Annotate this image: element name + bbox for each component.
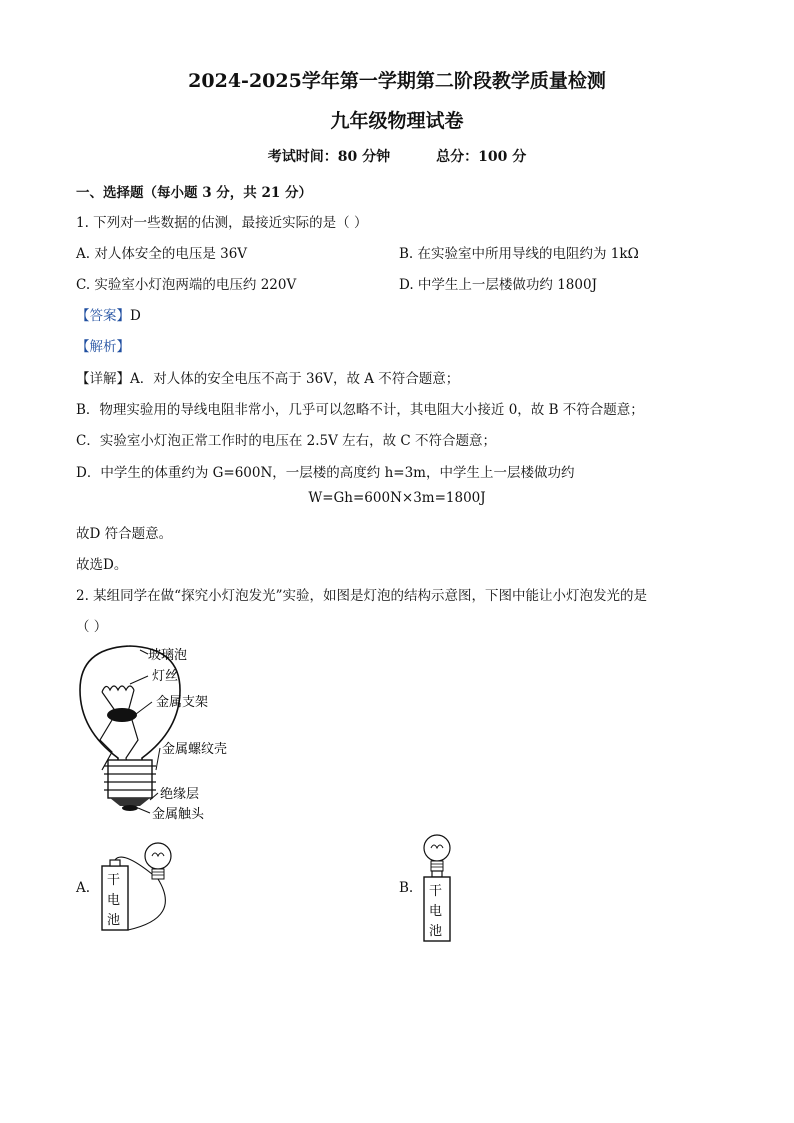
insulation-shape (110, 798, 150, 806)
q1-conclusion: 故D 符合题意。 (76, 526, 173, 542)
label-screw-shell: 金属螺纹壳 (162, 742, 228, 757)
filament-shape (102, 686, 134, 692)
detail-tag: 【详解】 (76, 371, 130, 387)
answer-value: D (130, 308, 141, 324)
label-contact: 金属触头 (152, 807, 205, 822)
q1-detail-b: B．物理实验用的导线电阻非常小，几乎可以忽略不计，其电阻大小接近 0，故 B 不符合题意； (76, 402, 644, 418)
label-glass-bulb: 玻璃泡 (148, 648, 188, 663)
q1-option-d: D. 中学生上一层楼做功约 1800J (399, 277, 597, 293)
q1-option-b: B. 在实验室中所用导线的电阻约为 1kΩ (399, 246, 639, 262)
detail-a-text: A．对人体的安全电压不高于 36V，故 A 不符合题意； (130, 371, 460, 387)
q1-option-a: A. 对人体安全的电压是 36V (76, 246, 248, 262)
q1-detail-c: C．实验室小灯泡正常工作时的电压在 2.5V 左右，故 C 不符合题意； (76, 433, 497, 449)
answer-tag: 【答案】 (76, 308, 130, 324)
q1-stem: 1. 下列对一些数据的估测，最接近实际的是（ ） (76, 215, 368, 231)
battery-b-char1: 干 (429, 884, 443, 899)
battery-b-char3: 池 (429, 924, 443, 939)
q1-option-c: C. 实验室小灯泡两端的电压约 220V (76, 277, 297, 293)
battery-a-char3: 池 (107, 913, 121, 928)
label-insulation: 绝缘层 (160, 787, 200, 802)
exam-subtitle: 九年级物理试卷 (330, 110, 464, 132)
contact-shape (122, 805, 138, 811)
section-heading: 一、选择题（每小题 3 分，共 21 分） (76, 185, 312, 201)
q2-stem-line1: 2. 某组同学在做“探究小灯泡发光”实验，如图是灯泡的结构示意图，下图中能让小灯泡发光的是 (76, 588, 647, 604)
q2-option-b-label: B. (399, 880, 414, 896)
battery-b-char2: 电 (429, 904, 443, 919)
q1-detail-a (76, 367, 459, 387)
exam-time: 考试时间：80 分钟 (267, 149, 391, 165)
battery-a-char1: 干 (107, 873, 121, 888)
battery-a-char2: 电 (107, 893, 121, 908)
label-filament: 灯丝 (152, 669, 179, 684)
q1-detail-d: D．中学生的体重约为 G=600N，一层楼的高度约 h=3m，中学生上一层楼做功约 (76, 465, 575, 481)
exam-title: 2024-2025学年第一学期第二阶段教学质量检测 (188, 70, 606, 92)
screw-shell-shape (104, 760, 156, 798)
bulb-structure-diagram (60, 640, 260, 830)
label-metal-support: 金属支架 (156, 695, 209, 710)
option-a-circuit (92, 838, 202, 938)
option-b-circuit (414, 828, 474, 948)
analysis-tag: 【解析】 (76, 339, 130, 355)
q1-formula: W=Gh=600N×3m=1800J (308, 490, 486, 506)
q2-option-a-label: A. (76, 880, 91, 896)
q1-answer (76, 304, 141, 324)
q2-stem-line2: （ ） (76, 619, 108, 635)
exam-score: 总分：100 分 (436, 149, 527, 165)
exam-meta (0, 146, 794, 166)
q1-choose: 故选D。 (76, 557, 128, 573)
